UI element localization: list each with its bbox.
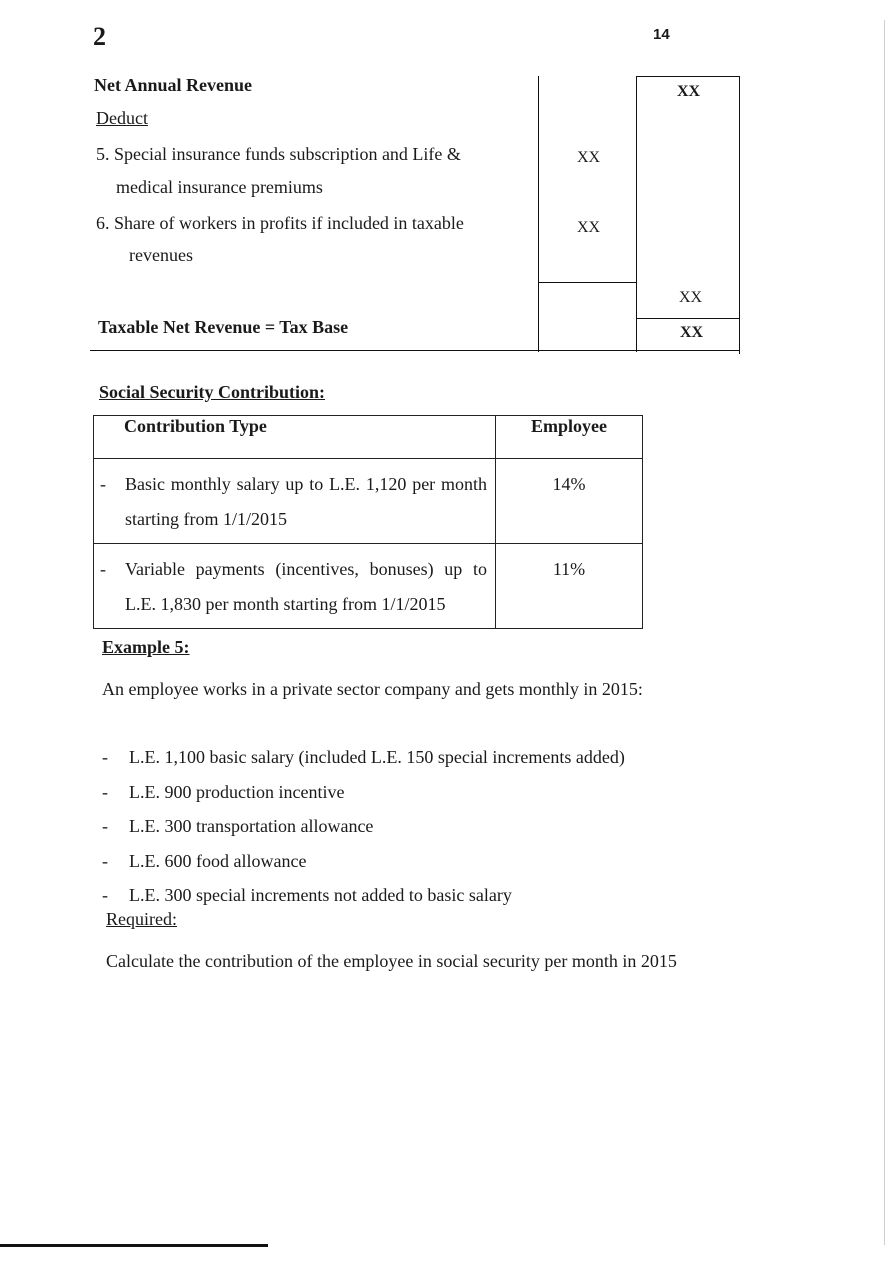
list-item bbox=[102, 740, 625, 775]
social-security-table bbox=[93, 415, 643, 629]
column-header-employee: Employee bbox=[496, 416, 643, 459]
column-header-contribution-type: Contribution Type bbox=[94, 416, 496, 459]
net-annual-revenue-value: XX bbox=[677, 83, 701, 100]
employee-rate: 11% bbox=[496, 544, 643, 629]
example-title: Example 5: bbox=[102, 637, 190, 657]
contribution-type-cell bbox=[94, 459, 496, 544]
list-dash: - bbox=[102, 816, 108, 836]
item5-line1: 5. Special insurance funds subscription and Life & bbox=[96, 144, 461, 164]
list-dash: - bbox=[102, 885, 108, 905]
contribution-description: Variable payments (incentives, bonuses) up to L.E. 1,830 per month starting from 1/1/2015 bbox=[125, 559, 487, 614]
statement-bottom-rule bbox=[90, 350, 740, 351]
list-item bbox=[102, 878, 625, 913]
table-row bbox=[94, 544, 643, 629]
net-annual-revenue-label: Net Annual Revenue bbox=[94, 75, 253, 95]
example-intro: An employee works in a private sector company and gets monthly in 2015: bbox=[102, 679, 643, 699]
list-dash: - bbox=[102, 850, 108, 871]
list-item bbox=[102, 809, 625, 844]
deduct-label: Deduct bbox=[96, 108, 148, 128]
employee-rate: 14% bbox=[496, 459, 643, 544]
item6-line1: 6. Share of workers in profits if included in taxable bbox=[96, 213, 464, 233]
total-rule bbox=[636, 318, 740, 319]
column-divider-inner bbox=[538, 76, 539, 352]
outer-box-top-rule bbox=[636, 76, 740, 77]
tax-base-value: XX bbox=[680, 324, 704, 341]
social-security-title: Social Security Contribution: bbox=[99, 382, 326, 402]
table-header-row bbox=[94, 416, 643, 459]
item6-line2: revenues bbox=[129, 245, 193, 265]
column-divider-outer-left bbox=[636, 76, 637, 352]
list-item bbox=[102, 775, 625, 810]
contribution-type-cell bbox=[94, 544, 496, 629]
required-label: Required: bbox=[106, 909, 177, 929]
list-dash: - bbox=[102, 781, 108, 802]
item5-line2: medical insurance premiums bbox=[116, 177, 323, 197]
item5-value: XX bbox=[577, 149, 601, 166]
deductions-total-value: XX bbox=[679, 289, 703, 306]
list-item bbox=[102, 844, 625, 879]
table-row bbox=[94, 459, 643, 544]
list-dash: - bbox=[100, 474, 106, 494]
required-text: Calculate the contribution of the employee in social security per month in 2015 bbox=[106, 951, 677, 971]
example-items-list bbox=[102, 740, 625, 913]
subtotal-rule bbox=[538, 282, 637, 283]
list-item-text: L.E. 900 production incentive bbox=[129, 781, 345, 802]
scan-edge-line bbox=[884, 20, 885, 1245]
taxable-net-revenue-label: Taxable Net Revenue = Tax Base bbox=[98, 317, 349, 337]
item6-value: XX bbox=[577, 219, 601, 236]
list-item-text: L.E. 300 special increments not added to basic salary bbox=[129, 885, 512, 905]
column-divider-outer-right bbox=[739, 76, 740, 354]
footer-rule bbox=[0, 1244, 268, 1247]
list-dash: - bbox=[100, 559, 106, 579]
contribution-description: Basic monthly salary up to L.E. 1,120 per month starting from 1/1/2015 bbox=[125, 474, 487, 529]
page-number: 14 bbox=[653, 26, 670, 43]
chapter-number: 2 bbox=[93, 22, 106, 51]
list-dash: - bbox=[102, 747, 108, 767]
list-item-text: L.E. 1,100 basic salary (included L.E. 150 special increments added) bbox=[129, 747, 625, 767]
list-item-text: L.E. 600 food allowance bbox=[129, 850, 307, 871]
list-item-text: L.E. 300 transportation allowance bbox=[129, 816, 374, 836]
